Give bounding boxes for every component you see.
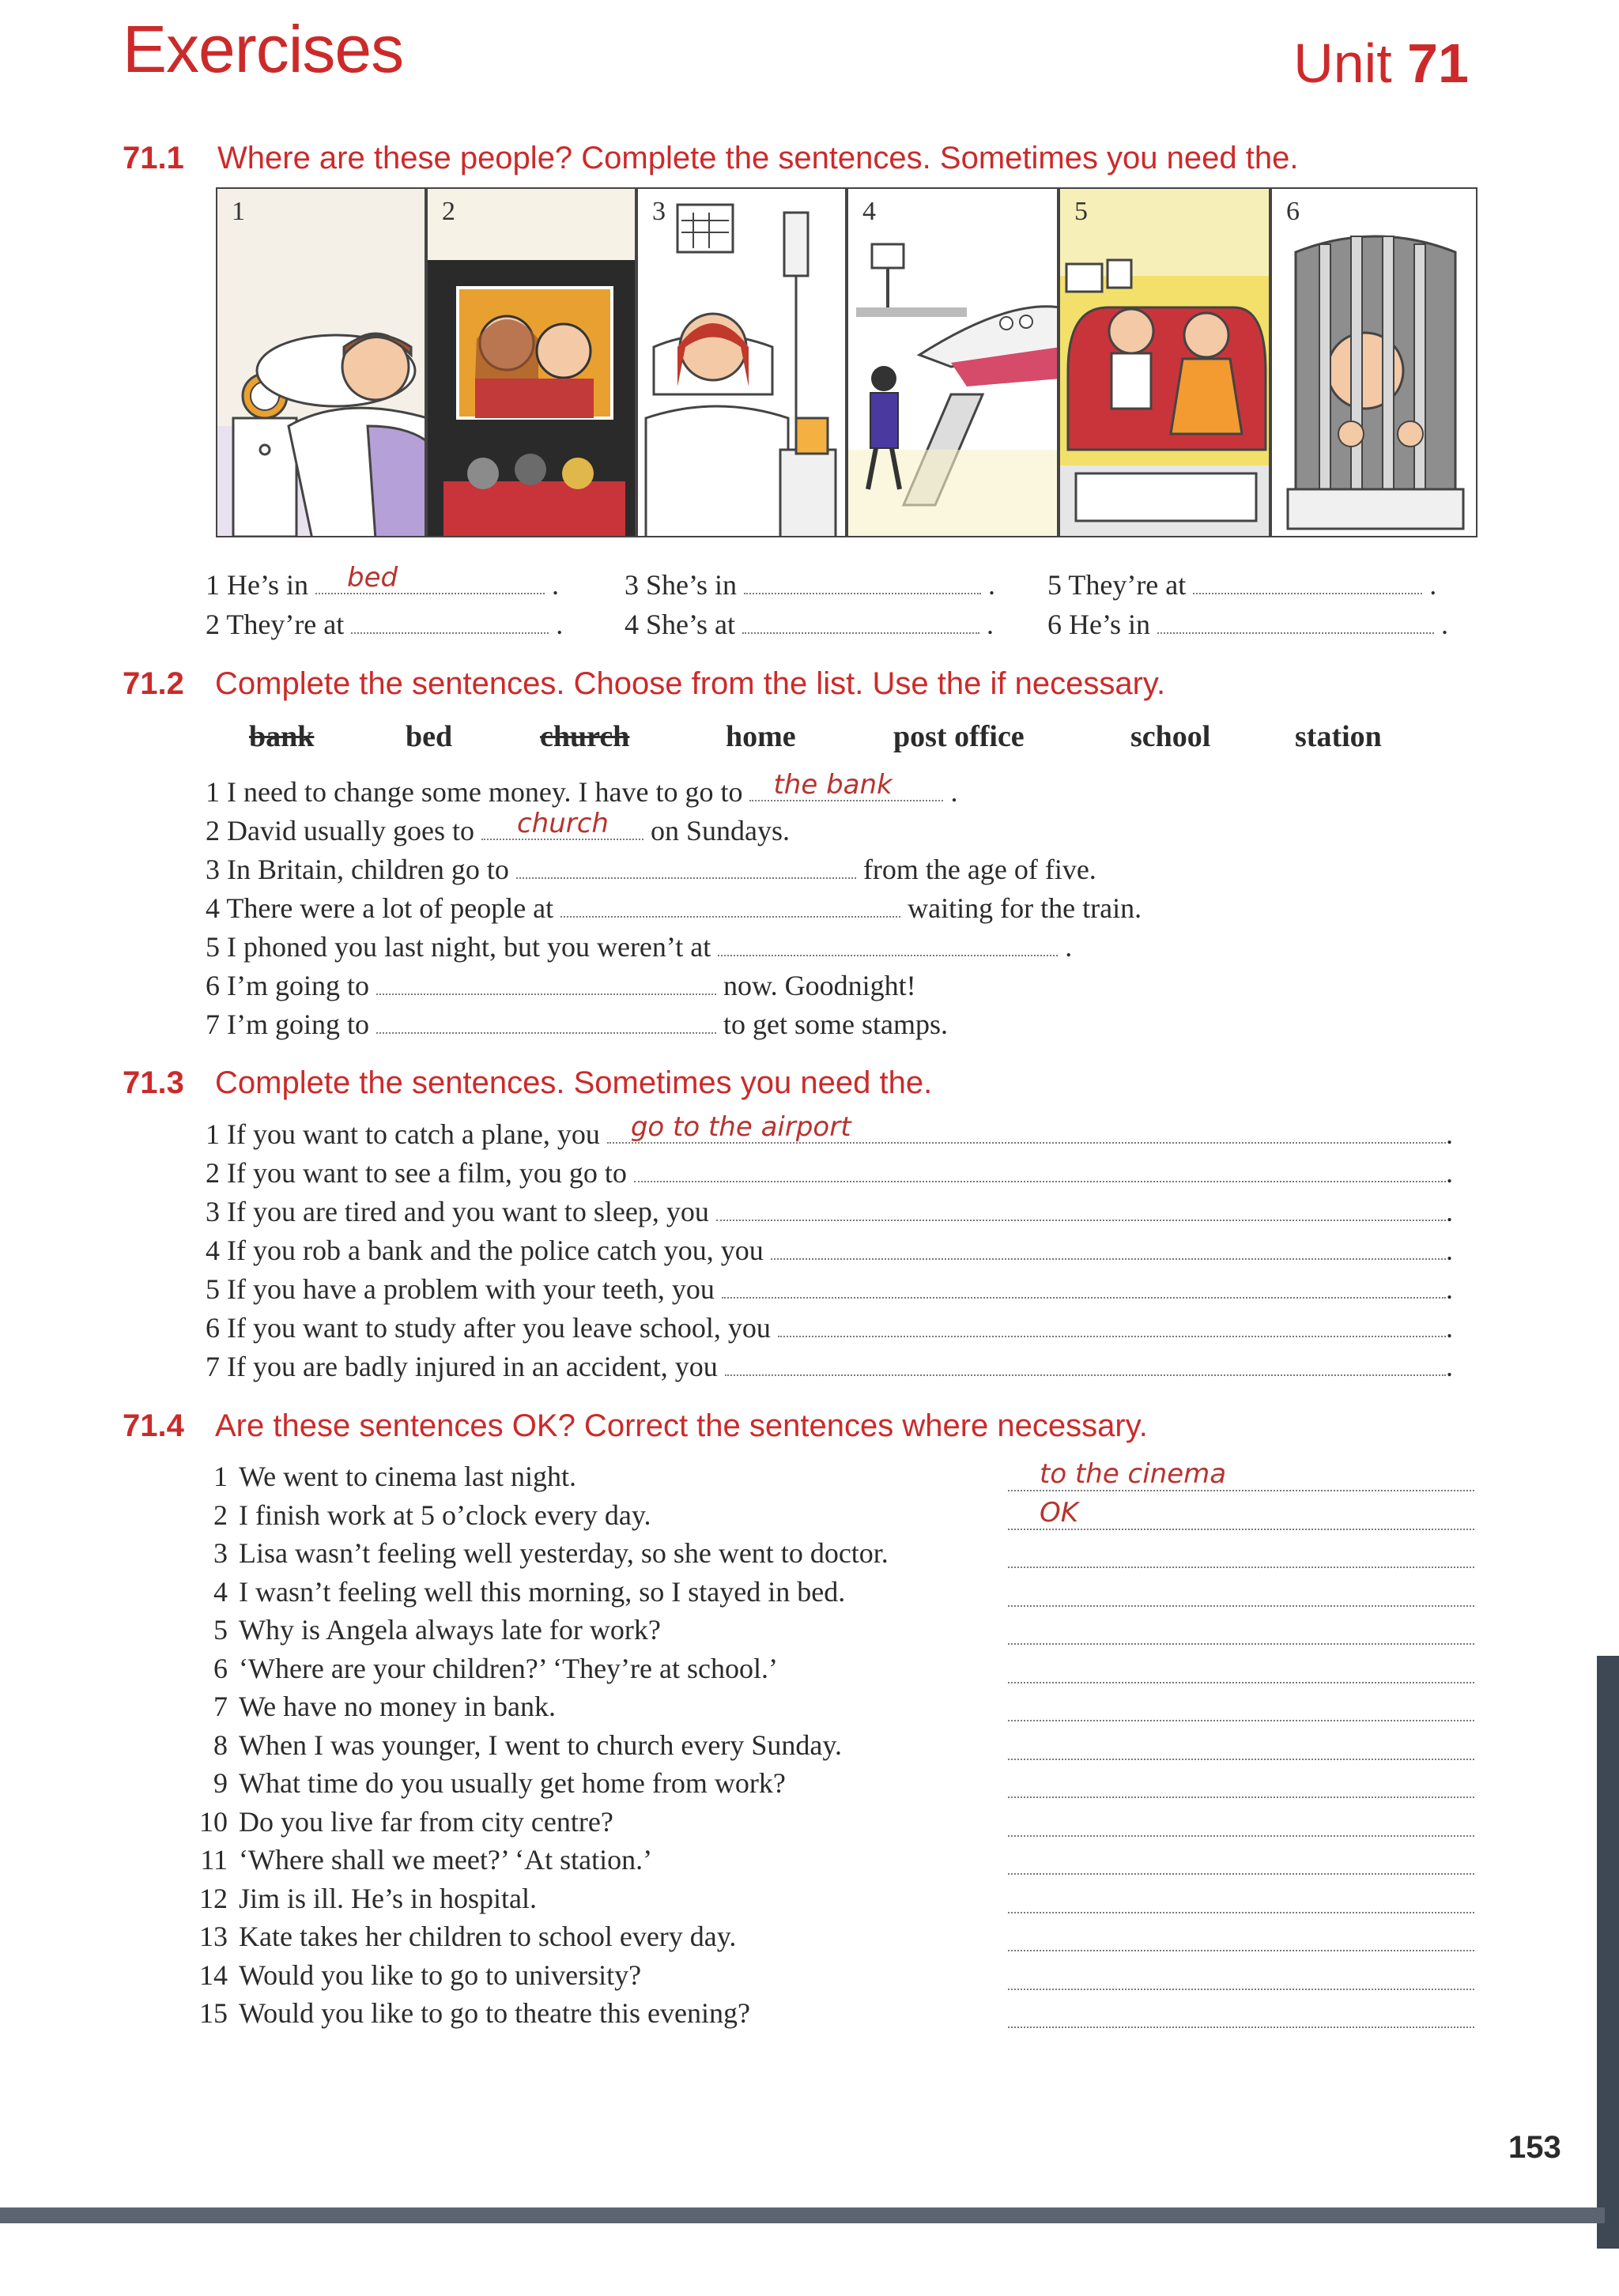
item-text-before: There were a lot of people at: [226, 892, 554, 924]
ex1-item-5: [1047, 569, 1436, 599]
item-number: 4: [206, 1235, 220, 1266]
item-number: 1: [213, 1461, 228, 1492]
word-station: station: [1295, 720, 1382, 753]
period: .: [1429, 569, 1437, 601]
item-number: 10: [199, 1805, 228, 1838]
item-text-after: on Sundays.: [650, 815, 790, 846]
item-text-after: .: [1065, 931, 1073, 963]
item-text: He’s in: [1069, 609, 1150, 640]
exercise-71-2-instruction: Complete the sentences. Choose from the list. Use the if necessary.: [215, 666, 1166, 701]
item-text-after: waiting for the train.: [908, 892, 1142, 924]
item-text-before: If you have a problem with your teeth, you: [227, 1273, 715, 1305]
answer-blank[interactable]: [718, 931, 1058, 956]
ex3-item-2: [206, 1157, 1470, 1187]
picture-number: 5: [1074, 197, 1088, 226]
item-text: She’s at: [646, 609, 735, 640]
item-sentence: We went to cinema last night.: [239, 1461, 576, 1492]
prison-icon: [1272, 189, 1477, 537]
answer-blank[interactable]: [516, 854, 856, 879]
item-number: 3: [213, 1537, 228, 1569]
answer-blank[interactable]: [778, 1312, 1446, 1337]
item-sentence: Why is Angela always late for work?: [239, 1614, 661, 1646]
item-number: 1: [206, 776, 220, 808]
item-text-after: .: [1446, 1312, 1453, 1344]
word-home: home: [726, 720, 796, 753]
ex2-item-2: [206, 808, 790, 846]
item-number: 12: [199, 1882, 228, 1914]
correction-blank[interactable]: [1008, 2025, 1474, 2028]
item-number: 4: [206, 892, 220, 924]
page-title: Exercises: [123, 12, 404, 86]
cinema-icon: [428, 189, 636, 537]
exercise-71-1-instruction: Where are these people? Complete the sentences. Sometimes you need the.: [217, 141, 1299, 175]
item-text-after: .: [1446, 1235, 1453, 1266]
correction-blank[interactable]: [1008, 1948, 1474, 1951]
item-number: 15: [199, 1997, 228, 2029]
ex3-item-3: [206, 1196, 1470, 1226]
ex3-item-6: [206, 1312, 1470, 1342]
answer-blank[interactable]: [716, 1196, 1446, 1221]
picture-3-hospital: [636, 187, 847, 537]
hospital-icon: [638, 189, 847, 537]
handwritten-answer: go to the airport: [630, 1111, 851, 1143]
unit-number: 71: [1407, 32, 1469, 94]
ex1-item-3: [625, 569, 995, 599]
correction-blank[interactable]: [1008, 1757, 1474, 1760]
item-text-after: .: [1446, 1118, 1453, 1150]
ex4-item-1: [190, 1462, 576, 1491]
item-number: 4: [625, 609, 639, 640]
ex2-item-1: [206, 769, 958, 808]
picture-number: 6: [1286, 197, 1300, 226]
correction-blank[interactable]: [1008, 1718, 1474, 1721]
ex4-item-7: [190, 1692, 556, 1721]
item-sentence: I wasn’t feeling well this morning, so I stayed in bed.: [239, 1575, 846, 1608]
answer-blank[interactable]: [481, 808, 643, 840]
exercise-71-1-number: 71.1: [123, 141, 184, 175]
ex4-item-14: [190, 1961, 641, 1989]
item-number: 7: [206, 1351, 220, 1382]
item-sentence: When I was younger, I went to church every Sunday.: [239, 1729, 842, 1761]
period: .: [988, 569, 996, 601]
correction-blank[interactable]: [1008, 1604, 1474, 1607]
item-text: They’re at: [1068, 569, 1187, 601]
item-number: 11: [200, 1844, 228, 1876]
correction-blank[interactable]: [1008, 1795, 1474, 1798]
item-text-before: If you are tired and you want to sleep, you: [227, 1196, 709, 1227]
handwritten-answer: OK: [1040, 1496, 1079, 1529]
item-number: 6: [206, 1312, 220, 1344]
word-list: [0, 719, 1619, 759]
airport-icon: [848, 189, 1059, 537]
ex2-item-6: [206, 970, 916, 1000]
item-number: 7: [213, 1691, 228, 1722]
item-text-after: .: [1446, 1351, 1453, 1382]
answer-blank[interactable]: [607, 1111, 1446, 1144]
picture-5-home: [1059, 187, 1270, 537]
item-sentence: Kate takes her children to school every day.: [239, 1921, 737, 1952]
bottom-bar: [0, 2207, 1605, 2223]
ex1-item-6: [1047, 609, 1448, 639]
page-number: 153: [1508, 2130, 1561, 2165]
picture-number: 2: [442, 197, 455, 226]
item-text-after: .: [950, 776, 958, 808]
ex1-item-4: [625, 609, 994, 639]
picture-number: 4: [862, 197, 876, 226]
word-bed: bed: [406, 720, 453, 753]
item-sentence: What time do you usually get home from work?: [239, 1767, 786, 1799]
item-text: He’s in: [227, 569, 308, 601]
picture-2-cinema: [426, 187, 636, 537]
answer-blank[interactable]: [725, 1351, 1446, 1376]
ex4-item-12: [190, 1884, 537, 1913]
ex4-item-15: [190, 1999, 750, 2027]
item-number: 2: [206, 609, 220, 640]
exercise-71-4-number: 71.4: [123, 1408, 184, 1443]
item-number: 4: [213, 1575, 228, 1608]
item-number: 1: [206, 569, 220, 601]
exercise-71-2-number: 71.2: [123, 666, 184, 701]
item-text-after: .: [1446, 1157, 1453, 1189]
answer-blank[interactable]: [376, 1009, 716, 1034]
item-sentence: I finish work at 5 o’clock every day.: [239, 1499, 651, 1531]
item-number: 5: [1047, 569, 1062, 601]
period: .: [1441, 609, 1448, 640]
ex3-item-5: [206, 1273, 1470, 1303]
item-sentence: Would you like to go to university?: [239, 1959, 642, 1991]
item-text: She’s in: [646, 569, 738, 601]
ex4-item-4: [190, 1575, 846, 1608]
ex3-item-7: [206, 1351, 1470, 1381]
ex4-item-11: [190, 1845, 652, 1874]
item-number: 2: [206, 1157, 220, 1189]
correction-blank[interactable]: [1008, 1680, 1474, 1683]
ex4-item-13: [190, 1922, 736, 1951]
item-text-before: If you want to catch a plane, you: [227, 1118, 600, 1150]
item-number: 5: [206, 1273, 220, 1305]
picture-6-prison: [1270, 187, 1477, 537]
correction-blank[interactable]: [1008, 1565, 1474, 1568]
item-text-before: I phoned you last night, but you weren’t at: [227, 931, 711, 963]
ex4-item-2: [190, 1501, 651, 1529]
period: .: [987, 609, 994, 640]
answer-blank[interactable]: [742, 609, 979, 634]
answer-blank[interactable]: [1157, 609, 1434, 634]
ex4-item-3: [190, 1539, 889, 1567]
item-number: 3: [625, 569, 639, 601]
answer-blank[interactable]: [315, 562, 545, 594]
item-text-before: If you want to study after you leave school, you: [227, 1312, 771, 1344]
home-icon: [1060, 189, 1270, 537]
word-school: school: [1130, 720, 1211, 753]
item-number: 6: [213, 1652, 228, 1684]
correction-blank[interactable]: [1008, 1496, 1474, 1530]
handwritten-answer: the bank: [773, 769, 893, 801]
item-number: 5: [213, 1614, 228, 1646]
item-text-after: .: [1446, 1196, 1453, 1227]
answer-blank[interactable]: [376, 970, 716, 995]
ex2-item-5: [206, 931, 1072, 961]
unit-label: [1293, 32, 1469, 94]
answer-blank[interactable]: [1193, 569, 1422, 594]
item-text-after: now. Goodnight!: [723, 970, 916, 1001]
handwritten-answer: to the cinema: [1040, 1458, 1227, 1490]
ex1-item-2: [206, 609, 563, 639]
item-text-before: If you rob a bank and the police catch you, you: [227, 1235, 764, 1266]
item-number: 2: [206, 815, 220, 846]
answer-blank[interactable]: [722, 1273, 1446, 1299]
answer-blank[interactable]: [351, 609, 549, 634]
picture-number: 3: [652, 197, 666, 226]
item-number: 3: [206, 854, 220, 885]
item-number: 7: [206, 1009, 220, 1040]
item-text: They’re at: [226, 609, 345, 640]
exercise-71-3-number: 71.3: [123, 1065, 184, 1100]
word-bank-crossed: bank: [249, 720, 315, 753]
handwritten-answer: bed: [347, 562, 398, 594]
word-church-crossed: church: [540, 720, 630, 753]
answer-blank[interactable]: [634, 1157, 1446, 1182]
ex2-item-3: [206, 854, 1096, 884]
item-number: 2: [213, 1499, 228, 1531]
exercise-71-3-instruction: Complete the sentences. Sometimes you need the.: [215, 1065, 933, 1100]
picture-number: 1: [232, 197, 245, 226]
correction-blank[interactable]: [1008, 1642, 1474, 1645]
item-number: 3: [206, 1196, 220, 1227]
item-text-before: If you want to see a film, you go to: [227, 1157, 627, 1189]
item-text-before: David usually goes to: [227, 815, 474, 846]
item-text-before: I need to change some money. I have to go to: [227, 776, 743, 808]
correction-blank[interactable]: [1008, 1872, 1474, 1875]
item-number: 1: [206, 1118, 220, 1150]
correction-blank[interactable]: [1008, 1458, 1474, 1491]
item-text-after: .: [1446, 1273, 1453, 1305]
ex1-item-1: [206, 562, 559, 601]
bed-icon: [217, 189, 426, 537]
ex4-item-5: [190, 1615, 661, 1644]
ex4-item-6: [190, 1654, 778, 1683]
handwritten-answer: church: [516, 808, 609, 839]
correction-blank[interactable]: [1008, 1834, 1474, 1837]
picture-1-bed: [216, 187, 426, 537]
item-sentence: ‘Where are your children?’ ‘They’re at school.’: [239, 1652, 778, 1684]
ex3-item-1: [206, 1111, 1470, 1150]
period: .: [556, 609, 564, 640]
item-number: 6: [206, 970, 220, 1001]
item-number: 8: [213, 1729, 228, 1761]
item-text-after: from the age of five.: [862, 854, 1096, 885]
item-sentence: Do you live far from city centre?: [239, 1805, 613, 1838]
item-text-after: to get some stamps.: [723, 1009, 948, 1040]
item-number: 13: [199, 1921, 228, 1952]
picture-4-airport: [847, 187, 1059, 537]
unit-word: Unit: [1293, 32, 1392, 94]
ex2-item-4: [206, 892, 1142, 922]
item-sentence: Would you like to go to theatre this evening?: [239, 1997, 750, 2029]
answer-blank[interactable]: [771, 1235, 1446, 1260]
period: .: [552, 569, 559, 601]
item-number: 5: [206, 931, 220, 963]
item-sentence: We have no money in bank.: [239, 1691, 556, 1722]
item-number: 6: [1047, 609, 1062, 640]
item-text-before: I’m going to: [227, 970, 369, 1001]
exercise-71-4-instruction: Are these sentences OK? Correct the sentences where necessary.: [215, 1408, 1148, 1443]
side-bar: [1597, 1656, 1619, 2249]
ex4-item-9: [190, 1769, 786, 1797]
ex4-item-10: [190, 1805, 613, 1838]
item-number: 9: [213, 1767, 228, 1799]
ex2-item-7: [206, 1009, 948, 1039]
correction-blank[interactable]: [1008, 1987, 1474, 1990]
answer-blank[interactable]: [744, 569, 981, 594]
ex3-item-4: [206, 1235, 1470, 1265]
ex4-item-8: [190, 1731, 842, 1759]
item-text-before: I’m going to: [227, 1009, 369, 1040]
item-sentence: Lisa wasn’t feeling well yesterday, so she went to doctor.: [239, 1537, 889, 1569]
item-number: 14: [199, 1959, 228, 1991]
item-text-before: If you are badly injured in an accident, you: [227, 1351, 718, 1382]
item-text-before: In Britain, children go to: [227, 854, 509, 885]
word-post-office: post office: [893, 720, 1025, 753]
answer-blank[interactable]: [560, 892, 900, 918]
item-sentence: Jim is ill. He’s in hospital.: [239, 1882, 538, 1914]
correction-blank[interactable]: [1008, 1910, 1474, 1913]
answer-blank[interactable]: [749, 769, 943, 801]
item-sentence: ‘Where shall we meet?’ ‘At station.’: [239, 1844, 653, 1876]
